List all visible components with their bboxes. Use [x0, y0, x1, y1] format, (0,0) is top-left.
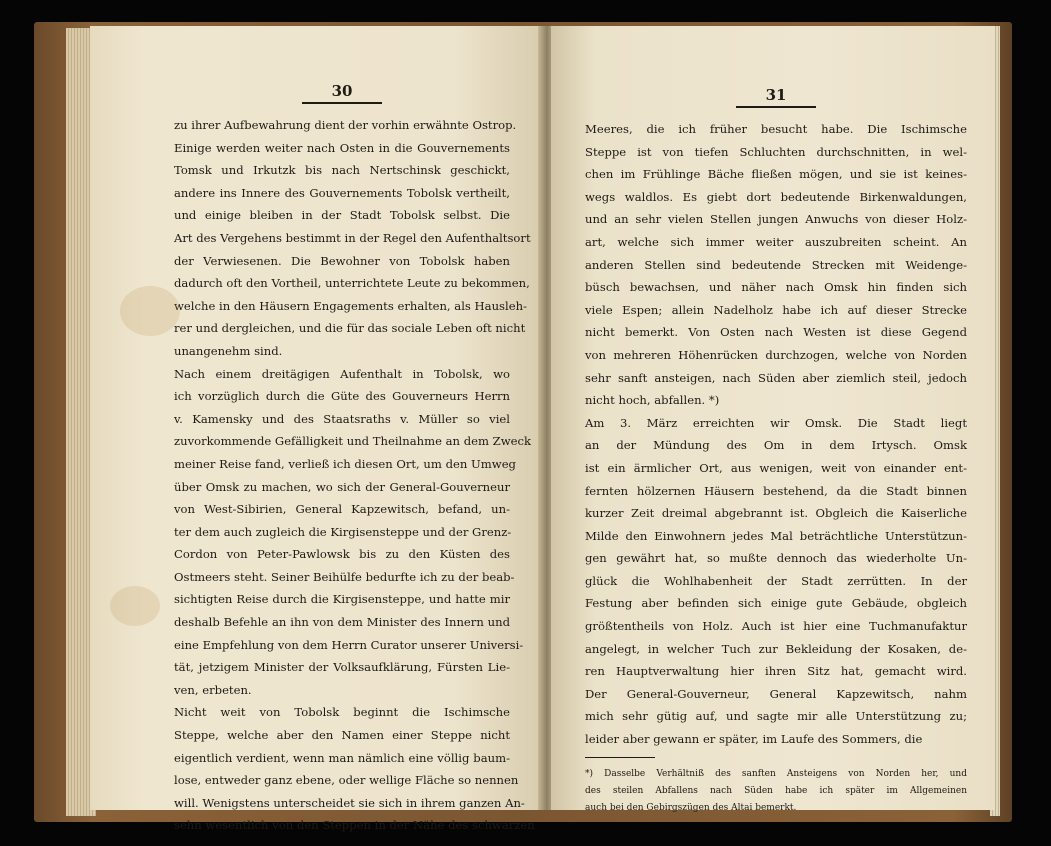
page-number: 30 — [331, 82, 353, 100]
text-line: sehr sanft ansteigen, nach Süden aber ziemlich steil, jedoch — [585, 370, 967, 385]
text-line: über Omsk zu machen, wo sich der General-Gouverneur — [174, 479, 510, 494]
text-line: andere ins Innere des Gouvernements Tobolsk vertheilt, — [174, 185, 510, 200]
text-line: und an sehr vielen Stellen jungen Anwuchs von dieser Holz- — [585, 212, 967, 227]
text-line: des steilen Abfallens nach Süden habe ich später im Allgemeinen — [585, 785, 967, 796]
text-line: Nach einem dreitägigen Aufenthalt in Tobolsk, wo — [174, 366, 510, 381]
body-text — [174, 114, 535, 837]
text-line: angelegt, in welcher Tuch zur Bekleidung der Kosaken, de- — [585, 641, 967, 656]
page-number-rule — [736, 106, 816, 108]
text-line: *) Dasselbe Verhältniß des sanften Ansteigens von Norden her, und — [585, 768, 967, 779]
text-line: von mehreren Höhenrücken durchzogen, welche von Norden — [585, 347, 967, 362]
text-line: eigentlich verdient, wenn man nämlich eine völlig baum- — [174, 750, 510, 765]
text-line: Tomsk und Irkutzk bis nach Nertschinsk geschickt, — [174, 163, 510, 178]
text-line: sichtigten Reise durch die Kirgisensteppe, und hatte mir — [174, 592, 510, 607]
page-number-rule — [302, 102, 382, 104]
text-line: meiner Reise fand, verließ ich diesen Ort, um den Umweg — [174, 456, 516, 471]
text-line: sehn wesentlich von den Steppen in der Nähe des schwarzen — [174, 818, 535, 833]
text-line: gen gewährt hat, so mußte dennoch das wiederholte Un- — [585, 551, 967, 566]
text-line: wegs waldlos. Es giebt dort bedeutende Birkenwaldungen, — [585, 189, 967, 204]
paper-stain — [110, 586, 160, 626]
text-line: büsch bewachsen, und näher nach Omsk hin finden sich — [585, 280, 967, 295]
text-line: nicht bemerkt. Von Osten nach Westen ist diese Gegend — [585, 325, 967, 340]
text-line: zuvorkommende Gefälligkeit und Theilnahme an dem Zweck — [174, 434, 532, 449]
text-line: und einige bleiben in der Stadt Tobolsk selbst. Die — [174, 208, 510, 223]
footnote-rule — [585, 757, 655, 758]
text-line: will. Wenigstens unterscheidet sie sich in ihrem ganzen An- — [174, 795, 525, 810]
text-line: von West-Sibirien, General Kapzewitsch, befand, un- — [174, 502, 510, 517]
text-line: ven, erbeten. — [174, 682, 252, 697]
text-line: ter dem auch zugleich die Kirgisensteppe und der Grenz- — [174, 524, 512, 539]
left-page — [90, 26, 544, 833]
text-line: leider aber gewann er später, im Laufe des Sommers, die — [585, 732, 923, 747]
text-line: Am 3. März erreichten wir Omsk. Die Stadt liegt — [585, 415, 967, 430]
text-line: Art des Vergehens bestimmt in der Regel den Aufenthaltsort — [174, 230, 531, 245]
text-line: eine Empfehlung von dem Herrn Curator unserer Universi- — [174, 637, 524, 652]
text-line: Meeres, die ich früher besucht habe. Die Ischimsche — [585, 122, 967, 136]
text-line: v. Kamensky und des Staatsraths v. Müller so viel — [174, 411, 510, 426]
text-line: ist ein ärmlicher Ort, aus wenigen, weit von einander ent- — [585, 460, 967, 475]
text-line: chen im Frühlinge Bäche fließen mögen, und sie ist keines- — [585, 167, 967, 182]
footnote — [585, 766, 967, 817]
text-line: deshalb Befehle an ihn von dem Minister des Innern und — [174, 615, 510, 630]
text-line: größtentheils von Holz. Auch ist hier eine Tuchmanufaktur — [585, 619, 967, 634]
text-line: Steppe, welche aber den Namen einer Steppe nicht — [174, 728, 510, 743]
text-line: nicht hoch, abfallen. *) — [585, 393, 720, 408]
text-line: Milde den Einwohnern jedes Mal beträchtliche Unterstützun- — [585, 528, 967, 543]
text-line: Cordon von Peter-Pawlowsk bis zu den Küsten des — [174, 547, 510, 562]
text-line: kurzer Zeit dreimal abgebrannt ist. Obgleich die Kaiserliche — [585, 506, 967, 521]
text-line: anderen Stellen sind bedeutende Strecken mit Weidenge- — [585, 257, 967, 272]
text-line: der Verwiesenen. Die Bewohner von Tobolsk haben — [174, 253, 510, 268]
text-line: rer und dergleichen, und die für das sociale Leben oft nicht — [174, 321, 526, 336]
text-line: tät, jetzigem Minister der Volksaufklärung, Fürsten Lie- — [174, 660, 510, 675]
page-number: 31 — [765, 86, 787, 104]
text-line: zu ihrer Aufbewahrung dient der vorhin erwähnte Ostrop. — [174, 118, 517, 132]
text-line: glück die Wohlhabenheit der Stadt zerrütten. In der — [585, 573, 967, 588]
text-line: an der Mündung des Om in dem Irtysch. Omsk — [585, 438, 967, 453]
paper-stain — [120, 286, 180, 336]
text-line: welche in den Häusern Engagements erhalten, als Hausleh- — [174, 298, 527, 313]
text-line: mich sehr gütig auf, und sagte mir alle Unterstützung zu; — [585, 709, 967, 724]
text-line: Ostmeers steht. Seiner Beihülfe bedurfte ich zu der beab- — [174, 569, 515, 584]
right-page — [551, 26, 995, 813]
text-line: ich vorzüglich durch die Güte des Gouverneurs Herrn — [174, 389, 510, 404]
text-line: Der General-Gouverneur, General Kapzewitsch, nahm — [585, 686, 967, 701]
text-line: Nicht weit von Tobolsk beginnt die Ischimsche — [174, 705, 510, 720]
body-text — [585, 118, 967, 751]
text-line: auch bei den Gebirgszügen des Altai bemerkt. — [585, 802, 797, 813]
text-line: art, welche sich immer weiter auszubreiten scheint. An — [585, 234, 967, 249]
text-line: dadurch oft den Vortheil, unterrichtete Leute zu bekommen, — [174, 276, 530, 291]
text-line: Steppe ist von tiefen Schluchten durchschnitten, in wel- — [585, 144, 967, 159]
text-line: fernten hölzernen Häusern bestehend, da die Stadt binnen — [585, 483, 967, 498]
text-line: ren Hauptverwaltung hier ihren Sitz hat, gemacht wird. — [585, 664, 967, 679]
text-line: viele Espen; allein Nadelholz habe ich auf dieser Strecke — [585, 302, 967, 317]
text-line: unangenehm sind. — [174, 343, 283, 358]
text-line: Einige werden weiter nach Osten in die Gouvernements — [174, 140, 510, 155]
text-line: Festung aber befinden sich einige gute Gebäude, obgleich — [585, 596, 967, 611]
text-line: lose, entweder ganz ebene, oder wellige Fläche so nennen — [174, 773, 519, 788]
